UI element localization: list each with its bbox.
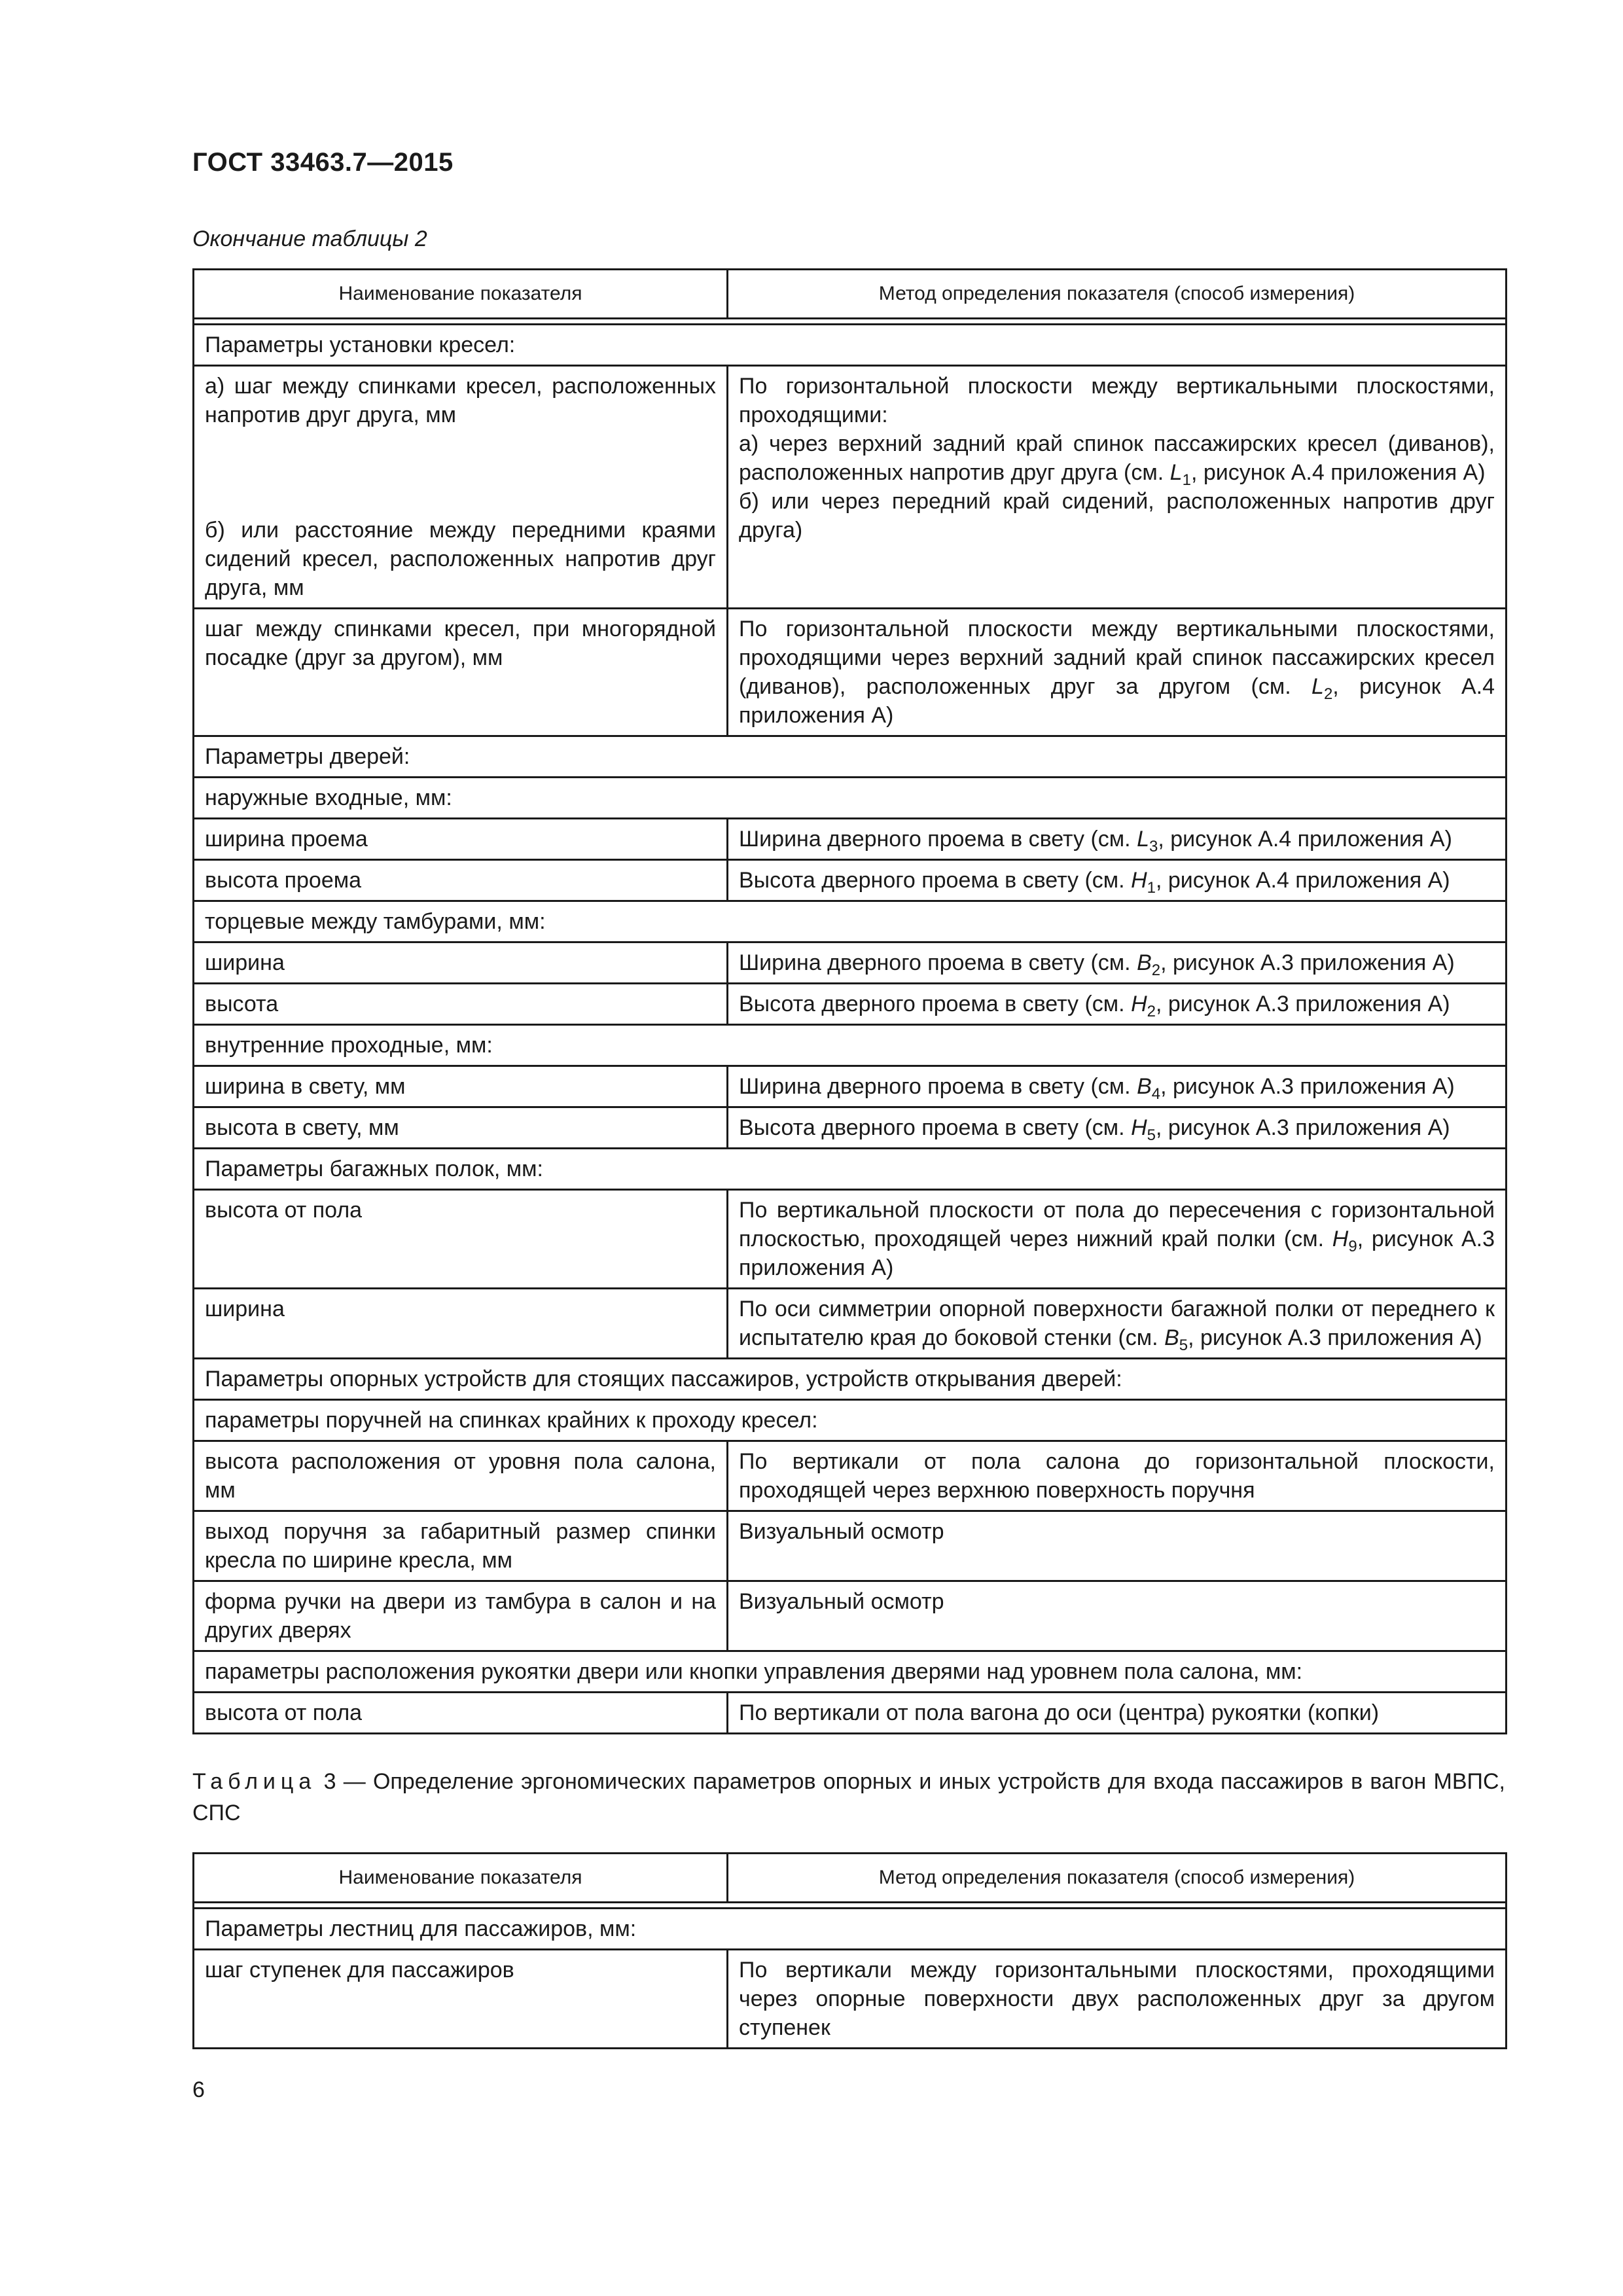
method-text: Ширина дверного проема в свету (см.: [739, 950, 1137, 975]
method-cell: [728, 1441, 1507, 1511]
parameter-name-cell: ширина: [194, 1289, 728, 1359]
table-row: [194, 1441, 1507, 1511]
parameter-name-cell: высота от пола: [194, 1190, 728, 1289]
method-text: Визуальный осмотр: [739, 1519, 944, 1544]
method-line-b: б) или через передний край сидений, расположенных напротив друг друга): [739, 489, 1495, 543]
column-header-name: Наименование показателя: [194, 1854, 728, 1903]
dimension-symbol: L: [1311, 674, 1324, 699]
method-text: , рисунок А.3 приложения А): [1160, 950, 1455, 975]
dimension-symbol: H: [1131, 992, 1147, 1016]
section-heading: параметры поручней на спинках крайних к проходу кресел:: [194, 1400, 1507, 1441]
table-row: [194, 1511, 1507, 1581]
method-text: , рисунок А.3 приложения А): [1156, 1115, 1450, 1140]
table-3-caption-text: — Определение эргономических параметров опорных и иных устройств для входа пассажиров в вагон МВПС, СПС: [192, 1769, 1505, 1825]
parameter-name-cell: высота от пола: [194, 1693, 728, 1734]
table-3-caption-label: Таблица: [192, 1769, 317, 1794]
method-cell: [728, 366, 1507, 609]
section-row: [194, 736, 1507, 778]
method-cell: [728, 860, 1507, 901]
parameter-name-cell: форма ручки на двери из тамбура в салон и на других дверях: [194, 1581, 728, 1651]
section-heading: наружные входные, мм:: [194, 778, 1507, 819]
parameter-name-cell: [194, 366, 728, 609]
method-cell: [728, 819, 1507, 860]
column-header-method: Метод определения показателя (способ измерения): [728, 270, 1507, 319]
method-cell: [728, 1581, 1507, 1651]
dimension-symbol: H: [1131, 1115, 1147, 1140]
method-cell: [728, 1950, 1507, 2049]
section-heading: торцевые между тамбурами, мм:: [194, 901, 1507, 942]
method-text: Высота дверного проема в свету (см.: [739, 868, 1132, 893]
header-spacer: [194, 319, 1507, 325]
method-line-intro: По горизонтальной плоскости между вертикальными плоскостями, проходящими:: [739, 374, 1495, 427]
method-cell: [728, 1511, 1507, 1581]
parameter-name-b: б) или расстояние между передними краями сидений кресел, расположенных напротив друг друга, мм: [205, 518, 716, 600]
header-spacer-row: [194, 1903, 1507, 1909]
parameter-name-cell: высота расположения от уровня пола салона, мм: [194, 1441, 728, 1511]
section-row: [194, 1149, 1507, 1190]
table-3-caption-number: 3: [323, 1769, 336, 1794]
section-row: [194, 1909, 1507, 1950]
method-text: Визуальный осмотр: [739, 1589, 944, 1614]
method-text: Ширина дверного проема в свету (см.: [739, 827, 1137, 852]
method-text: , рисунок А.3 приложения А): [739, 1227, 1495, 1280]
table-row: [194, 819, 1507, 860]
table-row: [194, 1066, 1507, 1107]
method-text: Ширина дверного проема в свету (см.: [739, 1074, 1137, 1099]
section-heading: Параметры лестниц для пассажиров, мм:: [194, 1909, 1507, 1950]
parameter-name-cell: выход поручня за габаритный размер спинки кресла по ширине кресла, мм: [194, 1511, 728, 1581]
dimension-subscript: 9: [1348, 1237, 1357, 1255]
method-text: По вертикали между горизонтальными плоскостями, проходящими через опорные поверхности двух расположенных друг за другом ступенек: [739, 1958, 1495, 2040]
table-row: [194, 860, 1507, 901]
dimension-subscript: 2: [1323, 685, 1333, 703]
section-row: [194, 1400, 1507, 1441]
parameter-name-a: а) шаг между спинками кресел, расположенных напротив друг друга, мм: [205, 374, 716, 427]
column-header-name: Наименование показателя: [194, 270, 728, 319]
dimension-symbol: H: [1131, 868, 1147, 893]
table-2-continuation-caption: Окончание таблицы 2: [192, 226, 427, 251]
method-cell: [728, 1693, 1507, 1734]
section-heading: внутренние проходные, мм:: [194, 1025, 1507, 1066]
dimension-subscript: 1: [1147, 878, 1156, 897]
method-line-a: [739, 429, 1495, 487]
method-text: , рисунок А.4 приложения А): [1190, 460, 1486, 485]
parameter-name-cell: ширина: [194, 942, 728, 984]
dimension-subscript: 5: [1147, 1126, 1156, 1144]
method-text: Высота дверного проема в свету (см.: [739, 1115, 1132, 1140]
table-3: [192, 1852, 1507, 2049]
parameter-name-cell: шаг ступенек для пассажиров: [194, 1950, 728, 2049]
method-cell: [728, 1066, 1507, 1107]
dimension-subscript: 4: [1151, 1085, 1161, 1103]
table-row: [194, 1581, 1507, 1651]
dimension-symbol: B: [1137, 950, 1152, 975]
table-row: [194, 942, 1507, 984]
document-title: ГОСТ 33463.7—2015: [192, 148, 454, 177]
table-row: [194, 1107, 1507, 1149]
table-3-caption: [192, 1766, 1505, 1829]
section-heading: параметры расположения рукоятки двери или кнопки управления дверями над уровнем пола салона, мм:: [194, 1651, 1507, 1693]
section-row: [194, 901, 1507, 942]
parameter-name-cell: высота: [194, 984, 728, 1025]
parameter-name-cell: ширина проема: [194, 819, 728, 860]
method-text: , рисунок А.4 приложения А): [1156, 868, 1450, 893]
method-text: , рисунок А.3 приложения А): [1188, 1325, 1482, 1350]
method-text: Высота дверного проема в свету (см.: [739, 992, 1132, 1016]
dimension-symbol: B: [1164, 1325, 1179, 1350]
method-text: а) через верхний задний край спинок пассажирских кресел (диванов), расположенных напротив друг друга (см.: [739, 431, 1495, 485]
method-text: , рисунок А.3 приложения А): [1160, 1074, 1455, 1099]
table-row: [194, 1693, 1507, 1734]
table-header-row: [194, 270, 1507, 319]
section-row: [194, 1359, 1507, 1400]
parameter-name-cell: шаг между спинками кресел, при многорядной посадке (друг за другом), мм: [194, 609, 728, 736]
parameter-name-cell: ширина в свету, мм: [194, 1066, 728, 1107]
method-text: По горизонтальной плоскости между вертикальными плоскостями, проходящими через верхний задний край спинок пассажирских кресел (диванов), расположенных друг за другом (см.: [739, 617, 1495, 699]
header-spacer-row: [194, 319, 1507, 325]
header-spacer: [194, 1903, 1507, 1909]
method-text: По вертикали от пола вагона до оси (центра) рукоятки (копки): [739, 1700, 1380, 1725]
section-heading: Параметры багажных полок, мм:: [194, 1149, 1507, 1190]
method-text: , рисунок А.4 приложения А): [1158, 827, 1452, 852]
dimension-symbol: H: [1332, 1227, 1349, 1251]
method-text: По вертикали от пола салона до горизонтальной плоскости, проходящей через верхнюю поверхность поручня: [739, 1449, 1495, 1503]
method-text: , рисунок А.4 приложения А): [739, 674, 1495, 728]
dimension-subscript: 1: [1182, 471, 1191, 489]
dimension-symbol: B: [1137, 1074, 1152, 1099]
dimension-symbol: L: [1169, 460, 1183, 485]
section-row: [194, 1025, 1507, 1066]
cell-spacer: [205, 429, 716, 516]
table-row: [194, 1289, 1507, 1359]
table-header-row: [194, 1854, 1507, 1903]
parameter-name-cell: высота в свету, мм: [194, 1107, 728, 1149]
table-row: [194, 366, 1507, 609]
column-header-method: Метод определения показателя (способ измерения): [728, 1854, 1507, 1903]
method-text: , рисунок А.3 приложения А): [1156, 992, 1450, 1016]
dimension-subscript: 2: [1147, 1002, 1156, 1020]
page-number: 6: [192, 2077, 205, 2102]
method-cell: [728, 942, 1507, 984]
section-row: [194, 778, 1507, 819]
table-row: [194, 609, 1507, 736]
dimension-subscript: 5: [1179, 1336, 1188, 1354]
table-2: [192, 268, 1507, 1734]
dimension-subscript: 2: [1151, 961, 1161, 979]
method-cell: [728, 609, 1507, 736]
dimension-subscript: 3: [1149, 837, 1158, 855]
method-cell: [728, 1107, 1507, 1149]
method-cell: [728, 1190, 1507, 1289]
section-row: [194, 1651, 1507, 1693]
method-text: По вертикальной плоскости от пола до пересечения с горизонтальной плоскостью, проходящей через нижний край полки (см.: [739, 1198, 1495, 1251]
table-row: [194, 1190, 1507, 1289]
table-row: [194, 984, 1507, 1025]
section-heading: Параметры опорных устройств для стоящих пассажиров, устройств открывания дверей:: [194, 1359, 1507, 1400]
dimension-symbol: L: [1137, 827, 1149, 852]
section-heading: Параметры дверей:: [194, 736, 1507, 778]
parameter-name-cell: высота проема: [194, 860, 728, 901]
section-heading: Параметры установки кресел:: [194, 325, 1507, 366]
section-row: [194, 325, 1507, 366]
method-cell: [728, 984, 1507, 1025]
method-cell: [728, 1289, 1507, 1359]
table-row: [194, 1950, 1507, 2049]
method-text: По оси симметрии опорной поверхности багажной полки от переднего к испытателю края до боковой стенки (см.: [739, 1297, 1495, 1350]
